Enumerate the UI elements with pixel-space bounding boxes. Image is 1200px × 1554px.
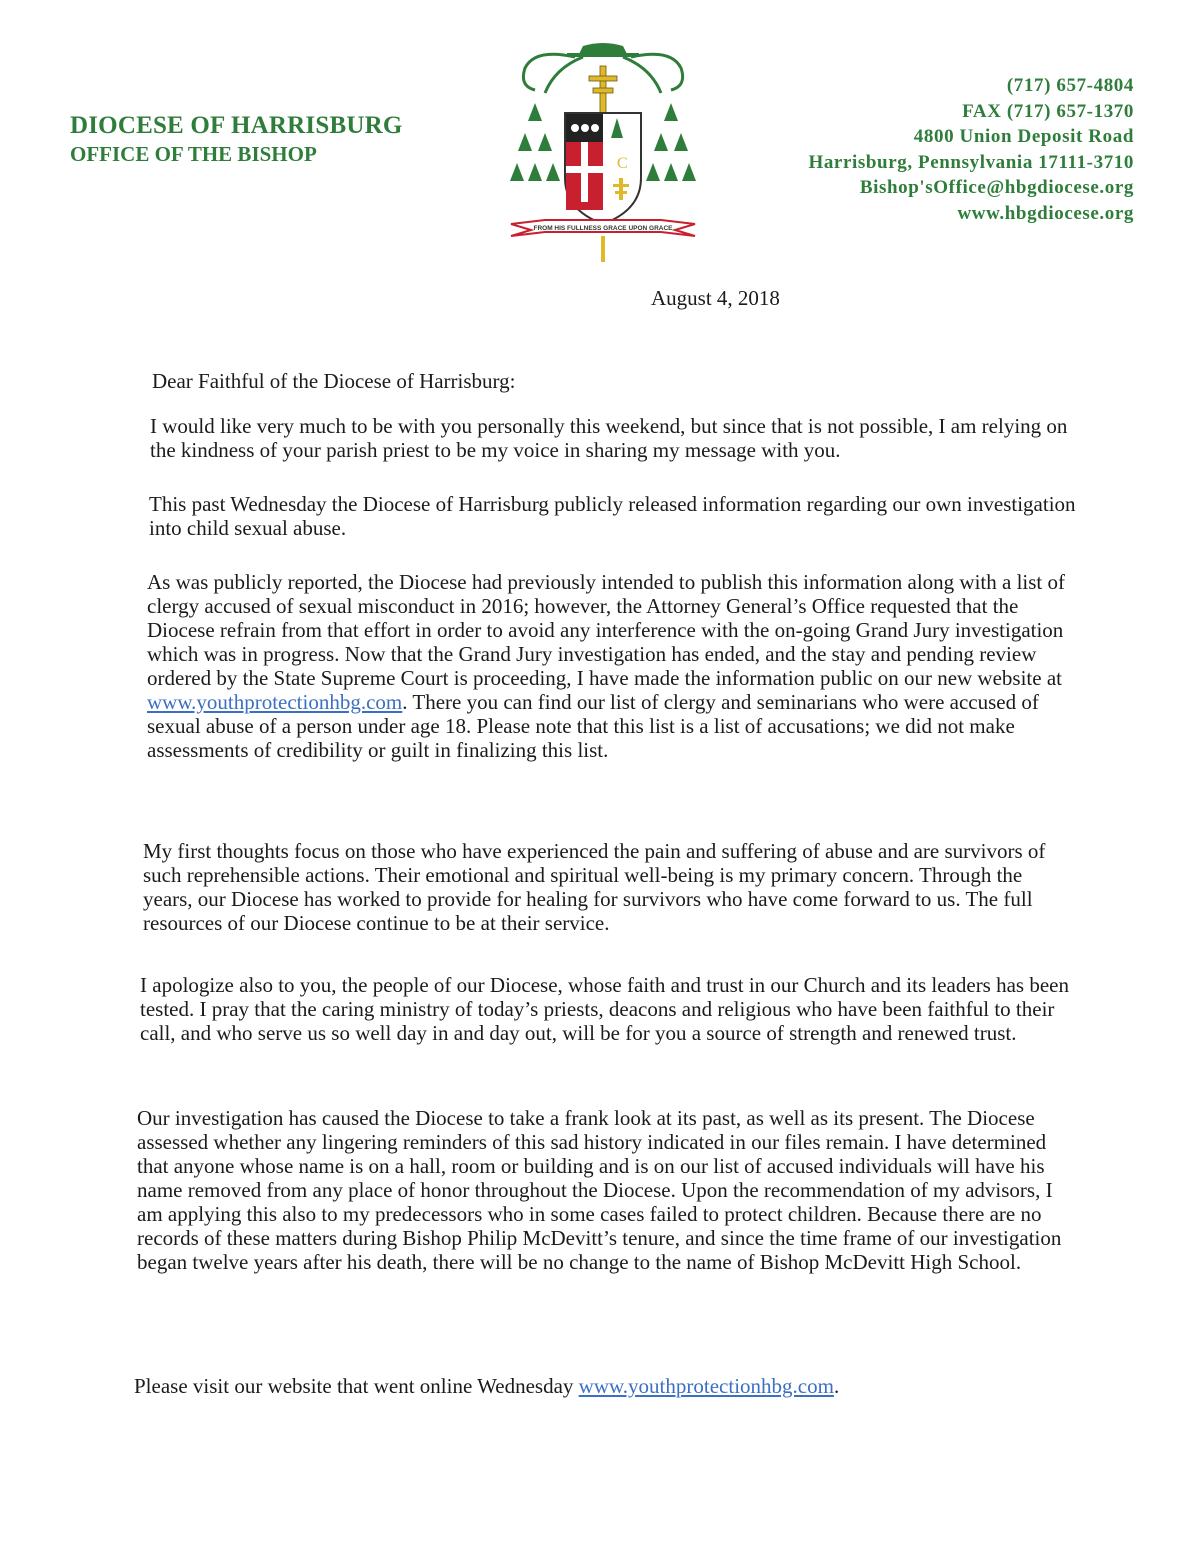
city-address: Harrisburg, Pennsylvania 17111-3710 bbox=[808, 151, 1134, 173]
closing-website-link[interactable]: www.youthprotectionhbg.com bbox=[578, 1374, 834, 1398]
paragraph-3-text: As was publicly reported, the Diocese had previously intended to publish this information along with a list of clergy accused of sexual misconduct in 2016; however, the Attorney General’s Office requested that the Diocese refrain from that effort in order to avoid any interference with the on-going Grand Jury investigation which was in progress. Now that the Grand Jury investigation has ended, and the stay and pending review ordered by the State Supreme Court is proceeding, I have made the information public on our new website at bbox=[147, 570, 1066, 690]
closing-text: Please visit our website that went online Wednesday bbox=[134, 1374, 579, 1398]
paragraph-3-text-end: . There you can find our list of clergy and seminarians who were accused of sexual abuse of a person under age 18. Please note that this list is a list of accusations; we did not make assessments of credibility or guilt in finalizing this list. bbox=[147, 690, 1039, 762]
paragraph-6: Our investigation has caused the Diocese to take a frank look at its past, as well as its present. The Diocese assessed whether any lingering reminders of this sad history indicated in our files remain. I have determined that anyone whose name is on a hall, room or building and is on our list of accused individuals will have his name removed from any place of honor throughout the Diocese. Upon the recommendation of my advisors, I am applying this also to my predecessors who in some cases failed to protect children. Because there are no records of these matters during Bishop Philip McDevitt’s tenure, and since the time frame of our investigation began twelve years after his death, there will be no change to the name of Bishop McDevitt High School. bbox=[137, 1106, 1062, 1274]
closing-line bbox=[134, 1374, 1064, 1398]
email[interactable]: Bishop'sOffice@hbgdiocese.org bbox=[859, 177, 1134, 199]
paragraph-1: I would like very much to be with you personally this weekend, but since that is not possible, I am relying on the kindness of your parish priest to be my voice in sharing my message with you. bbox=[150, 414, 1068, 462]
coat-of-arms-icon bbox=[505, 38, 701, 264]
paragraph-3 bbox=[147, 570, 1077, 762]
street-address: 4800 Union Deposit Road bbox=[913, 126, 1134, 148]
paragraph-4: My first thoughts focus on those who have experienced the pain and suffering of abuse and are survivors of such reprehensible actions. Their emotional and spiritual well-being is my primary concern. Through the years, our Diocese has worked to provide for healing for survivors who have come forward to us. The full resources of our Diocese continue to be at their service. bbox=[143, 839, 1046, 935]
paragraph-5: I apologize also to you, the people of our Diocese, whose faith and trust in our Church and its leaders has been tested. I pray that the caring ministry of today’s priests, deacons and religious who have been faithful to their call, and who serve us so well day in and day out, will be for you a source of strength and renewed trust. bbox=[140, 973, 1069, 1045]
office-name: OFFICE OF THE BISHOP bbox=[70, 142, 317, 166]
paragraph-2: This past Wednesday the Diocese of Harrisburg publicly released information regarding our own investigation into child sexual abuse. bbox=[149, 492, 1076, 540]
phone: (717) 657-4804 bbox=[1006, 75, 1134, 96]
letterhead-left bbox=[70, 112, 403, 167]
closing-period: . bbox=[833, 1374, 840, 1398]
crest-motto: FROM HIS FULLNESS GRACE UPON GRACE bbox=[533, 225, 673, 232]
svg-text:C: C bbox=[617, 155, 628, 172]
salutation: Dear Faithful of the Diocese of Harrisburg: bbox=[152, 369, 516, 393]
fax: FAX (717) 657-1370 bbox=[962, 100, 1134, 122]
letter-date: August 4, 2018 bbox=[651, 286, 780, 310]
website[interactable]: www.hbgdiocese.org bbox=[957, 202, 1134, 224]
youth-protection-link[interactable]: www.youthprotectionhbg.com bbox=[147, 690, 403, 714]
letterhead-contact bbox=[808, 73, 1134, 227]
org-name: DIOCESE OF HARRISBURG bbox=[70, 112, 403, 139]
